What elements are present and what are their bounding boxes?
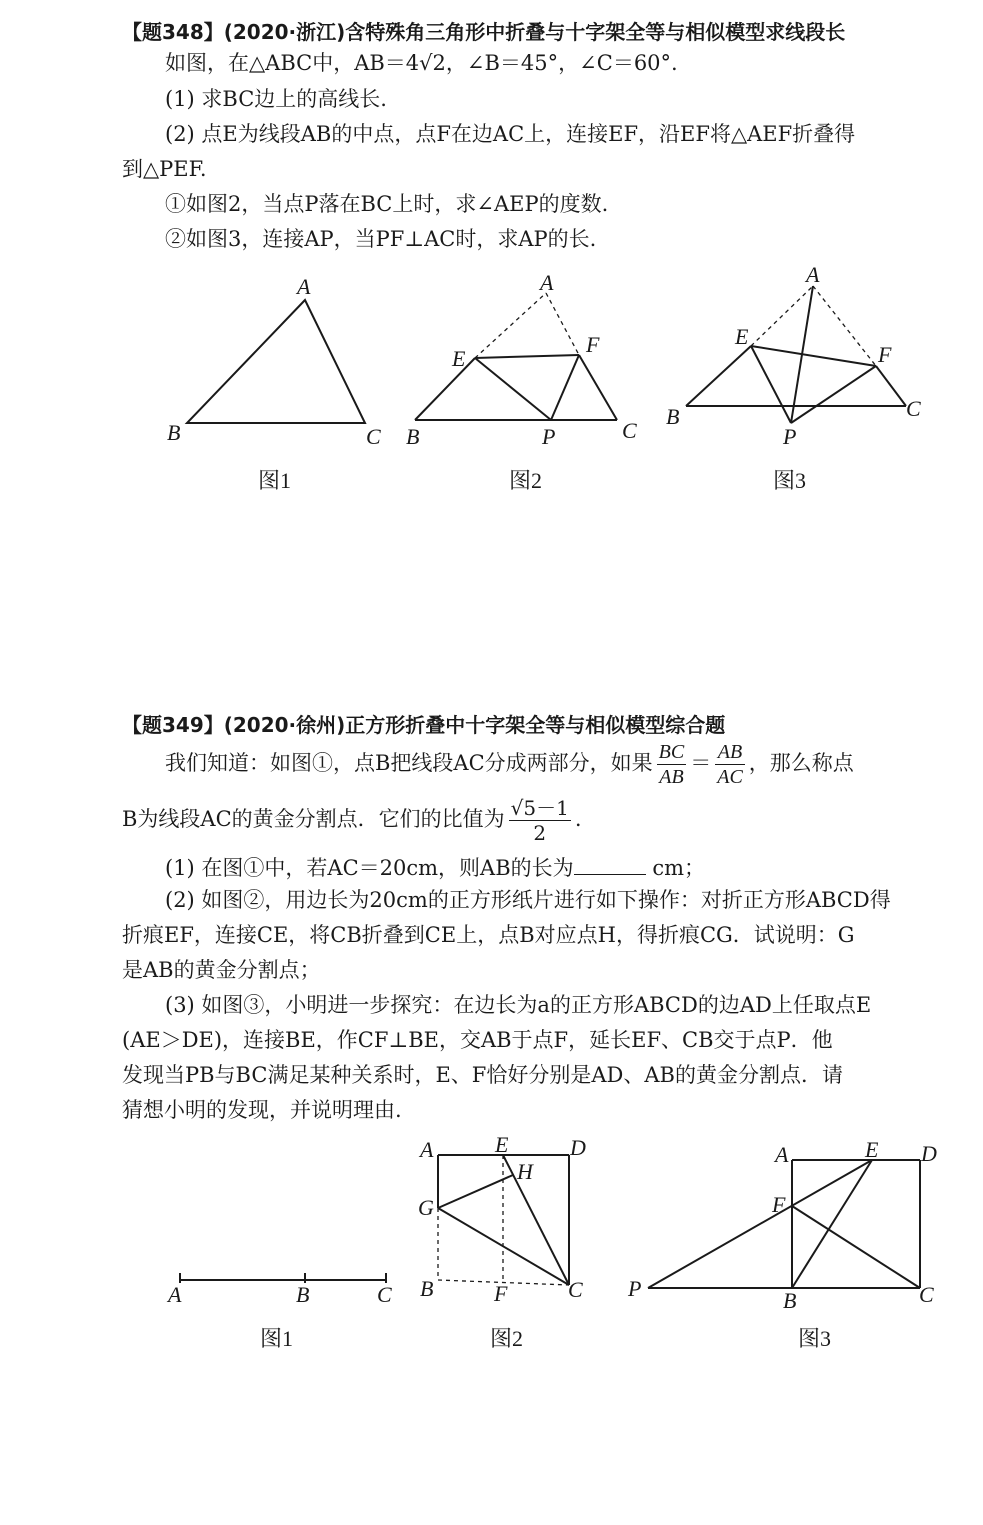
- problem-349-figures: [0, 1120, 983, 1380]
- line-pe: [648, 1160, 872, 1288]
- label-e: E: [735, 324, 749, 349]
- problem-349-q3-line3: 发现当PB与BC满足某种关系时，E、F恰好分别是AD、AB的黄金分割点．请: [122, 1063, 843, 1087]
- problem-348-figures: [0, 0, 983, 520]
- label-c: C: [377, 1282, 392, 1307]
- fraction-numerator: BC: [658, 741, 685, 763]
- problem-348-q2-part2: ②如图3，连接AP，当PF⊥AC时，求AP的长.: [165, 227, 597, 251]
- label-b: B: [783, 1288, 797, 1313]
- caption-figure-3: 图3: [773, 468, 807, 493]
- figure-349-3: [627, 1137, 937, 1351]
- problem-349-q3-line4: 猜想小明的发现，并说明理由.: [122, 1098, 402, 1122]
- fraction-bc-over-ab: [657, 740, 687, 789]
- label-p: P: [542, 424, 556, 449]
- problem-349-q2-line1: (2) 如图②，用边长为20cm的正方形纸片进行如下操作：对折正方形ABCD得: [165, 888, 891, 912]
- problem-348-q1: (1) 求BC边上的高线长.: [165, 87, 387, 111]
- figure-348-3: [666, 262, 921, 493]
- problem-349-q3-line1: (3) 如图③，小明进一步探究：在边长为a的正方形ABCD的边AD上任取点E: [165, 993, 872, 1017]
- figure-349-1: [166, 1273, 392, 1351]
- problem-348-q2-line2: 到△PEF.: [122, 157, 207, 181]
- caption-figure-1: 图1: [258, 468, 292, 493]
- label-e: E: [452, 346, 466, 371]
- caption-figure-2: 图2: [509, 468, 543, 493]
- label-c: C: [919, 1282, 934, 1307]
- problem-349-title: 【题349】(2020·徐州)正方形折叠中十字架全等与相似模型综合题: [122, 713, 726, 737]
- fraction-ab-over-ac: [715, 740, 745, 789]
- label-f: F: [494, 1281, 508, 1306]
- label-d: D: [921, 1141, 937, 1166]
- problem-349-q2-line3: 是AB的黄金分割点；: [122, 958, 321, 982]
- triangle-abc: [187, 300, 365, 423]
- caption-figure-1: 图1: [260, 1326, 294, 1351]
- label-p: P: [628, 1276, 642, 1301]
- label-e: E: [865, 1137, 879, 1162]
- label-a: A: [806, 262, 820, 287]
- intro-text-pre: 我们知道：如图①，点B把线段AC分成两部分，如果: [165, 751, 653, 775]
- label-b: B: [406, 424, 420, 449]
- problem-349-q1: [165, 856, 705, 879]
- problem-349-q3-line2: (AE＞DE)，连接BE，作CF⊥BE，交AB于点F，延长EF、CB交于点P．他: [122, 1028, 833, 1052]
- label-g: G: [418, 1195, 434, 1220]
- fraction-denominator: 2: [533, 821, 547, 845]
- figure-349-2: [418, 1132, 586, 1351]
- label-c: C: [366, 424, 381, 449]
- fraction-denominator: AB: [659, 766, 684, 788]
- segment-cf: [792, 1206, 920, 1288]
- caption-figure-2: 图2: [490, 1326, 524, 1351]
- problem-348-intro: 如图，在△ABC中，AB＝4√2，∠B＝45°，∠C＝60°.: [165, 51, 678, 75]
- label-d: D: [570, 1135, 586, 1160]
- label-h: H: [517, 1159, 533, 1184]
- label-p: P: [783, 424, 797, 449]
- label-b: B: [167, 420, 181, 445]
- label-c: C: [568, 1277, 583, 1302]
- fold-line-ef: [475, 355, 579, 358]
- problem-348-q2-line1: (2) 点E为线段AB的中点，点F在边AC上，连接EF，沿EF将△AEF折叠得: [165, 122, 856, 146]
- label-b: B: [420, 1276, 434, 1301]
- label-f: F: [586, 332, 600, 357]
- figure-348-1: [167, 274, 381, 493]
- intro-text-post: ，那么称点: [748, 751, 854, 775]
- answer-blank[interactable]: [574, 856, 646, 875]
- ratio-text-post: .: [574, 807, 582, 831]
- problem-349-ratio-line: [122, 796, 582, 845]
- q1-unit: cm；: [652, 856, 706, 880]
- ratio-text-pre: B为线段AC的黄金分割点．它们的比值为: [122, 807, 505, 831]
- fraction-numerator: √5－1: [510, 796, 569, 820]
- label-f: F: [772, 1192, 786, 1217]
- problem-348-title: 【题348】(2020·浙江)含特殊角三角形中折叠与十字架全等与相似模型求线段长: [122, 20, 846, 44]
- label-c: C: [622, 418, 637, 443]
- q1-text: (1) 在图①中，若AC＝20cm，则AB的长为: [165, 856, 574, 880]
- label-a: A: [168, 1282, 182, 1307]
- label-f: F: [878, 342, 892, 367]
- problem-348-q2-part1: ①如图2，当点P落在BC上时，求∠AEP的度数.: [165, 192, 609, 216]
- label-a: A: [540, 270, 554, 295]
- figure-348-2: [406, 270, 637, 493]
- label-a: A: [775, 1142, 789, 1167]
- equals-sign: ＝: [690, 751, 712, 775]
- segment-be: [792, 1160, 872, 1288]
- label-b: B: [296, 1282, 310, 1307]
- golden-ratio-fraction: [509, 796, 571, 845]
- problem-349-intro: [165, 740, 854, 789]
- label-a: A: [297, 274, 311, 299]
- label-e: E: [495, 1132, 509, 1157]
- fraction-numerator: AB: [715, 740, 745, 765]
- caption-figure-3: 图3: [798, 1326, 832, 1351]
- label-b: B: [666, 404, 680, 429]
- label-a: A: [420, 1137, 434, 1162]
- problem-349-q2-line2: 折痕EF，连接CE，将CB折叠到CE上，点B对应点H，得折痕CG．试说明：G: [122, 923, 855, 947]
- label-c: C: [906, 396, 921, 421]
- fraction-denominator: AC: [717, 766, 743, 788]
